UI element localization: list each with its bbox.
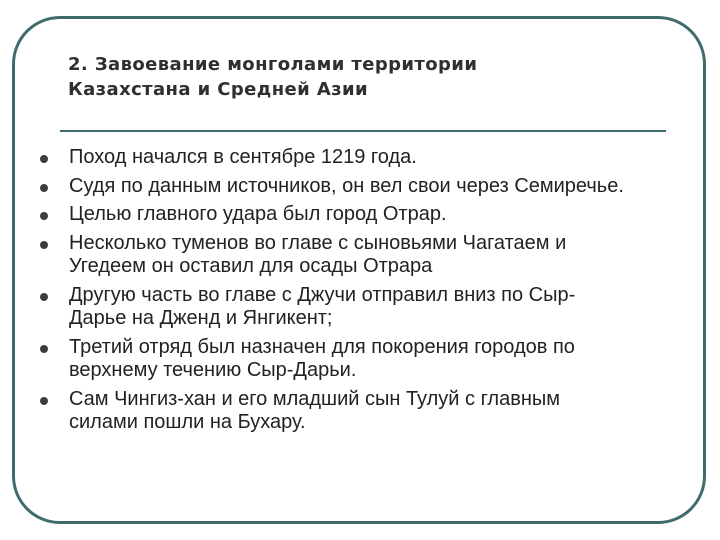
bullet-text-line-2: Дарье на Дженд и Янгикент; xyxy=(69,307,333,329)
bullet-text-line-1: Сам Чингиз-хан и его младший сын Тулуй с главным xyxy=(69,387,561,410)
bullet-text-line-2: силами пошли на Бухару. xyxy=(69,411,306,433)
slide-title xyxy=(68,52,668,102)
bullet-item-5 xyxy=(40,284,700,331)
bullet-item-4 xyxy=(40,232,700,279)
bullet-item-6 xyxy=(40,336,700,383)
bullet-text-line-1: Третий отряд был назначен для покорения городов по xyxy=(69,335,575,358)
bullet-text: Поход начался в сентябре 1219 года. xyxy=(69,146,417,168)
bullet-dot-icon xyxy=(40,212,48,220)
bullet-text-line-1: Другую часть во главе с Джучи отправил вниз по Сыр- xyxy=(69,283,576,306)
bullet-item-2 xyxy=(40,175,700,199)
bullet-text-line-2: верхнему течению Сыр-Дарьи. xyxy=(69,359,357,381)
bullet-dot-icon xyxy=(40,397,48,405)
bullet-text: Судя по данным источников, он вел свои через Семиречье. xyxy=(69,174,624,197)
bullet-text: Целью главного удара был город Отрар. xyxy=(69,203,447,225)
bullet-dot-icon xyxy=(40,293,48,301)
slide-title-line-2: Казахстана и Средней Азии xyxy=(68,79,369,100)
bullet-dot-icon xyxy=(40,184,48,192)
bullet-list xyxy=(40,146,700,440)
slide-title-line-1: 2. Завоевание монголами территории xyxy=(68,54,478,75)
bullet-dot-icon xyxy=(40,345,48,353)
bullet-text-line-1: Несколько туменов во главе с сыновьями Чагатаем и xyxy=(69,231,567,254)
title-divider xyxy=(60,130,666,132)
bullet-dot-icon xyxy=(40,241,48,249)
bullet-dot-icon xyxy=(40,155,48,163)
bullet-item-3 xyxy=(40,203,700,227)
bullet-text-line-2: Угедеем он оставил для осады Отрара xyxy=(69,255,433,277)
bullet-item-1 xyxy=(40,146,700,170)
bullet-item-7 xyxy=(40,388,700,435)
